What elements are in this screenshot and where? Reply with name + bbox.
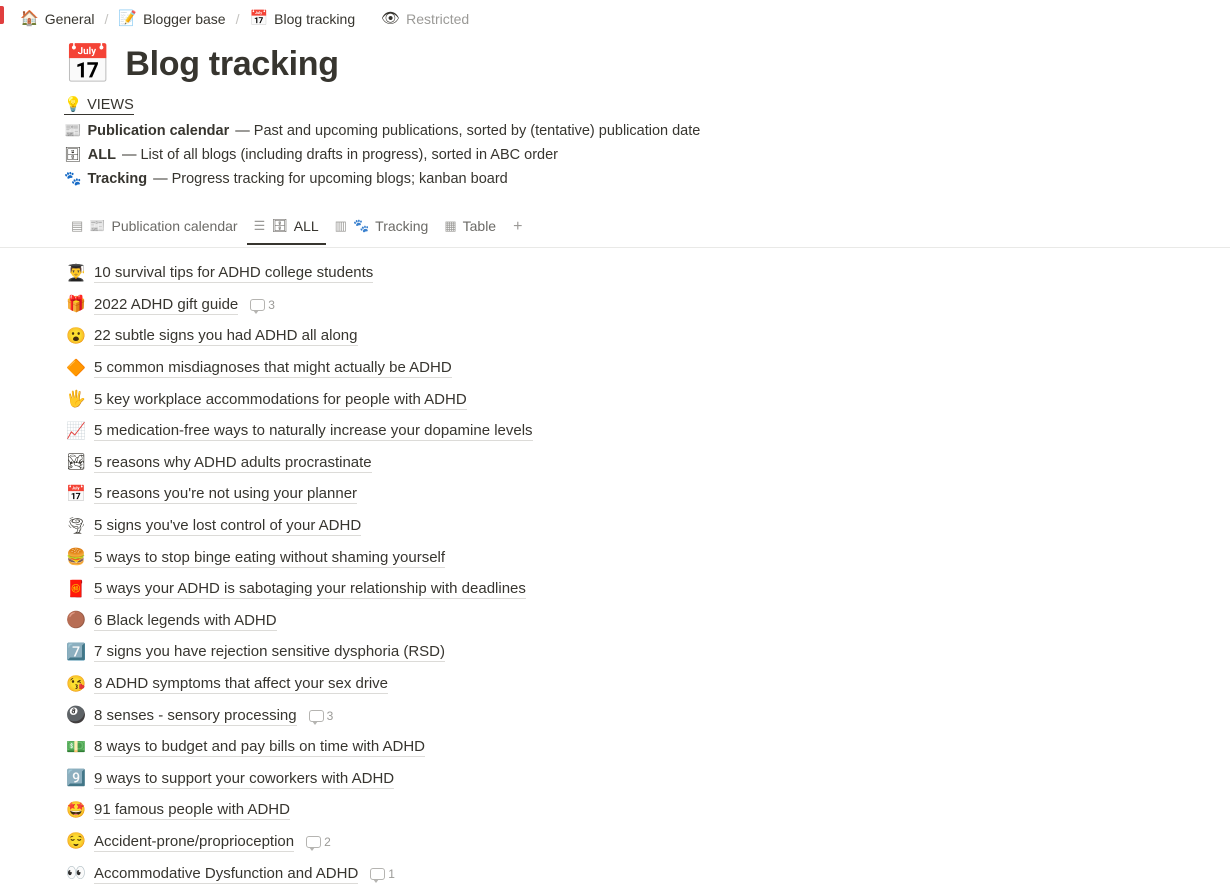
list-item[interactable] bbox=[64, 384, 1230, 416]
list-item[interactable] bbox=[64, 542, 1230, 574]
chart-increasing-icon: 📈 bbox=[66, 422, 86, 440]
list-item[interactable] bbox=[64, 511, 1230, 543]
page-title[interactable]: Blog tracking bbox=[125, 45, 339, 83]
breadcrumb-separator: / bbox=[235, 10, 240, 27]
surprised-face-icon: 😮 bbox=[66, 327, 86, 345]
tab-all[interactable] bbox=[247, 213, 326, 245]
gift-icon: 🎁 bbox=[66, 296, 86, 314]
dollar-banknote-icon: 💵 bbox=[66, 738, 86, 756]
views-line bbox=[64, 170, 1230, 187]
list-item[interactable] bbox=[64, 637, 1230, 669]
list-item[interactable] bbox=[64, 574, 1230, 606]
views-line bbox=[64, 146, 1230, 163]
memo-icon: 📝 bbox=[118, 10, 138, 27]
list-item[interactable] bbox=[64, 353, 1230, 385]
newspaper-icon: 📰 bbox=[89, 218, 106, 233]
list-item[interactable] bbox=[64, 700, 1230, 732]
table-view-icon: ▦ bbox=[444, 218, 457, 233]
calendar-icon: 📅 bbox=[66, 485, 86, 503]
tab-table[interactable] bbox=[437, 213, 503, 245]
list-item-title[interactable]: 5 reasons why ADHD adults procrastinate bbox=[94, 453, 372, 471]
kissing-face-icon: 😘 bbox=[66, 675, 86, 693]
page-header bbox=[64, 45, 1230, 84]
tab-label: ALL bbox=[293, 218, 319, 234]
tornado-icon: 🌪 bbox=[66, 517, 87, 535]
eye-icon: 👁 bbox=[381, 10, 401, 27]
page-content bbox=[0, 45, 1230, 890]
breadcrumb bbox=[0, 0, 1230, 37]
breadcrumb-item-blogger-base[interactable] bbox=[112, 9, 231, 29]
list-item[interactable] bbox=[64, 479, 1230, 511]
tab-label: Publication calendar bbox=[111, 218, 238, 234]
star-struck-icon: 🤩 bbox=[66, 801, 86, 819]
list-item[interactable] bbox=[64, 321, 1230, 353]
comment-count-value: 1 bbox=[388, 867, 395, 882]
light-bulb-icon: 💡 bbox=[64, 97, 83, 113]
list-item-title[interactable]: 5 ways to stop binge eating without shaming yourself bbox=[94, 548, 446, 566]
list-item[interactable] bbox=[64, 795, 1230, 827]
eyes-icon: 👀 bbox=[66, 865, 86, 883]
list-item[interactable] bbox=[64, 764, 1230, 796]
file-cabinet-icon: 🗄 bbox=[271, 218, 288, 233]
list-item-title[interactable]: 6 Black legends with ADHD bbox=[94, 611, 277, 629]
database-list bbox=[64, 258, 1230, 890]
list-item-title[interactable]: Accident-prone/proprioception bbox=[94, 832, 295, 850]
breadcrumb-label: General bbox=[44, 10, 95, 27]
comment-bubble-icon bbox=[250, 299, 265, 311]
list-item-title[interactable]: 8 senses - sensory processing bbox=[94, 706, 297, 724]
list-item-title[interactable]: 8 ADHD symptoms that affect your sex drive bbox=[94, 675, 389, 693]
views-line bbox=[64, 122, 1230, 139]
keycap-nine-icon: 9️⃣ bbox=[66, 770, 86, 788]
breadcrumb-item-general[interactable] bbox=[14, 9, 101, 29]
student-icon: 👨‍🎓 bbox=[66, 264, 86, 282]
list-item[interactable] bbox=[64, 290, 1230, 322]
comment-count-value: 3 bbox=[268, 298, 275, 313]
list-item-title[interactable]: 10 survival tips for ADHD college students bbox=[94, 264, 374, 282]
list-item-title[interactable]: 22 subtle signs you had ADHD all along bbox=[94, 327, 358, 345]
comment-bubble-icon bbox=[370, 868, 385, 880]
views-heading-label: VIEWS bbox=[87, 96, 134, 113]
list-item[interactable] bbox=[64, 732, 1230, 764]
paw-prints-icon: 🐾 bbox=[352, 218, 370, 233]
list-item-title[interactable]: 5 common misdiagnoses that might actually be ADHD bbox=[94, 359, 452, 377]
comment-count[interactable] bbox=[309, 709, 334, 723]
paw-prints-icon: 🐾 bbox=[64, 170, 82, 186]
list-item[interactable] bbox=[64, 448, 1230, 480]
breadcrumb-label: Blogger base bbox=[143, 10, 226, 27]
list-item-title[interactable]: 8 ways to budget and pay bills on time with ADHD bbox=[94, 738, 426, 756]
national-park-icon: 🏞 bbox=[66, 454, 87, 472]
brown-circle-icon: 🟤 bbox=[66, 612, 86, 630]
breadcrumb-label: Blog tracking bbox=[274, 10, 356, 27]
list-item[interactable] bbox=[64, 258, 1230, 290]
house-icon: 🏠 bbox=[20, 10, 39, 27]
list-view-icon: ☰ bbox=[253, 218, 266, 233]
views-line-name: ALL bbox=[87, 147, 116, 163]
list-item-title[interactable]: 2022 ADHD gift guide bbox=[94, 295, 239, 313]
list-item[interactable] bbox=[64, 827, 1230, 859]
page-icon[interactable]: 📅 bbox=[64, 43, 112, 86]
orange-diamond-icon: 🔶 bbox=[66, 359, 86, 377]
breadcrumb-item-blog-tracking[interactable] bbox=[243, 9, 361, 29]
list-item[interactable] bbox=[64, 669, 1230, 701]
list-item-title[interactable]: 5 signs you've lost control of your ADHD bbox=[94, 517, 362, 535]
board-view-icon: ▥ bbox=[334, 218, 347, 233]
list-item[interactable] bbox=[64, 858, 1230, 890]
views-line-name: Publication calendar bbox=[87, 123, 230, 139]
views-line-desc: — Past and upcoming publications, sorted by (tentative) publication date bbox=[235, 123, 701, 139]
tab-tracking[interactable] bbox=[328, 213, 436, 245]
tab-label: Tracking bbox=[375, 218, 429, 234]
list-item-title[interactable]: 5 reasons you're not using your planner bbox=[94, 485, 358, 503]
list-item[interactable] bbox=[64, 416, 1230, 448]
breadcrumb-separator: / bbox=[104, 10, 109, 27]
tabs-divider bbox=[0, 247, 1230, 248]
views-line-desc: — Progress tracking for upcoming blogs; kanban board bbox=[153, 171, 508, 187]
keycap-seven-icon: 7️⃣ bbox=[66, 643, 86, 661]
file-cabinet-icon: 🗄 bbox=[64, 146, 82, 162]
list-item-title[interactable]: 5 medication-free ways to naturally increase your dopamine levels bbox=[94, 422, 533, 440]
comment-bubble-icon bbox=[309, 710, 324, 722]
pool-8-ball-icon: 🎱 bbox=[66, 707, 86, 725]
window-edge-indicator bbox=[0, 6, 4, 24]
list-item-title[interactable]: 5 ways your ADHD is sabotaging your relationship with deadlines bbox=[94, 580, 526, 598]
comment-bubble-icon bbox=[306, 836, 321, 848]
breadcrumb-item-restricted[interactable] bbox=[375, 9, 475, 29]
comment-count[interactable] bbox=[306, 835, 331, 849]
newspaper-icon: 📰 bbox=[64, 122, 82, 138]
relieved-face-icon: 😌 bbox=[66, 833, 86, 851]
list-item-title[interactable]: Accommodative Dysfunction and ADHD bbox=[94, 864, 359, 882]
comment-count-value: 3 bbox=[326, 709, 334, 724]
list-item-title[interactable]: 5 key workplace accommodations for people with ADHD bbox=[94, 390, 467, 408]
list-item-title[interactable]: 91 famous people with ADHD bbox=[94, 801, 290, 819]
breadcrumb-label: Restricted bbox=[406, 10, 470, 27]
views-line-name: Tracking bbox=[87, 171, 148, 187]
database-view-tabs bbox=[64, 213, 1230, 247]
list-item[interactable] bbox=[64, 606, 1230, 638]
hand-icon: 🖐 bbox=[66, 391, 86, 409]
list-item-title[interactable]: 7 signs you have rejection sensitive dysphoria (RSD) bbox=[94, 643, 445, 661]
list-item-title[interactable]: 9 ways to support your coworkers with ADHD bbox=[94, 769, 395, 787]
hamburger-icon: 🍔 bbox=[66, 549, 86, 567]
calendar-icon: 📅 bbox=[249, 10, 269, 27]
calendar-view-icon: ▤ bbox=[71, 218, 84, 233]
tab-publication-calendar[interactable] bbox=[64, 213, 245, 245]
views-heading bbox=[64, 96, 134, 115]
tab-label: Table bbox=[462, 218, 497, 234]
comment-count[interactable] bbox=[250, 298, 275, 312]
views-line-desc: — List of all blogs (including drafts in progress), sorted in ABC order bbox=[121, 147, 558, 163]
comment-count[interactable] bbox=[370, 867, 395, 881]
comment-count-value: 2 bbox=[324, 835, 331, 850]
add-view-button[interactable]: + bbox=[513, 218, 523, 235]
red-envelope-icon: 🧧 bbox=[66, 580, 86, 598]
